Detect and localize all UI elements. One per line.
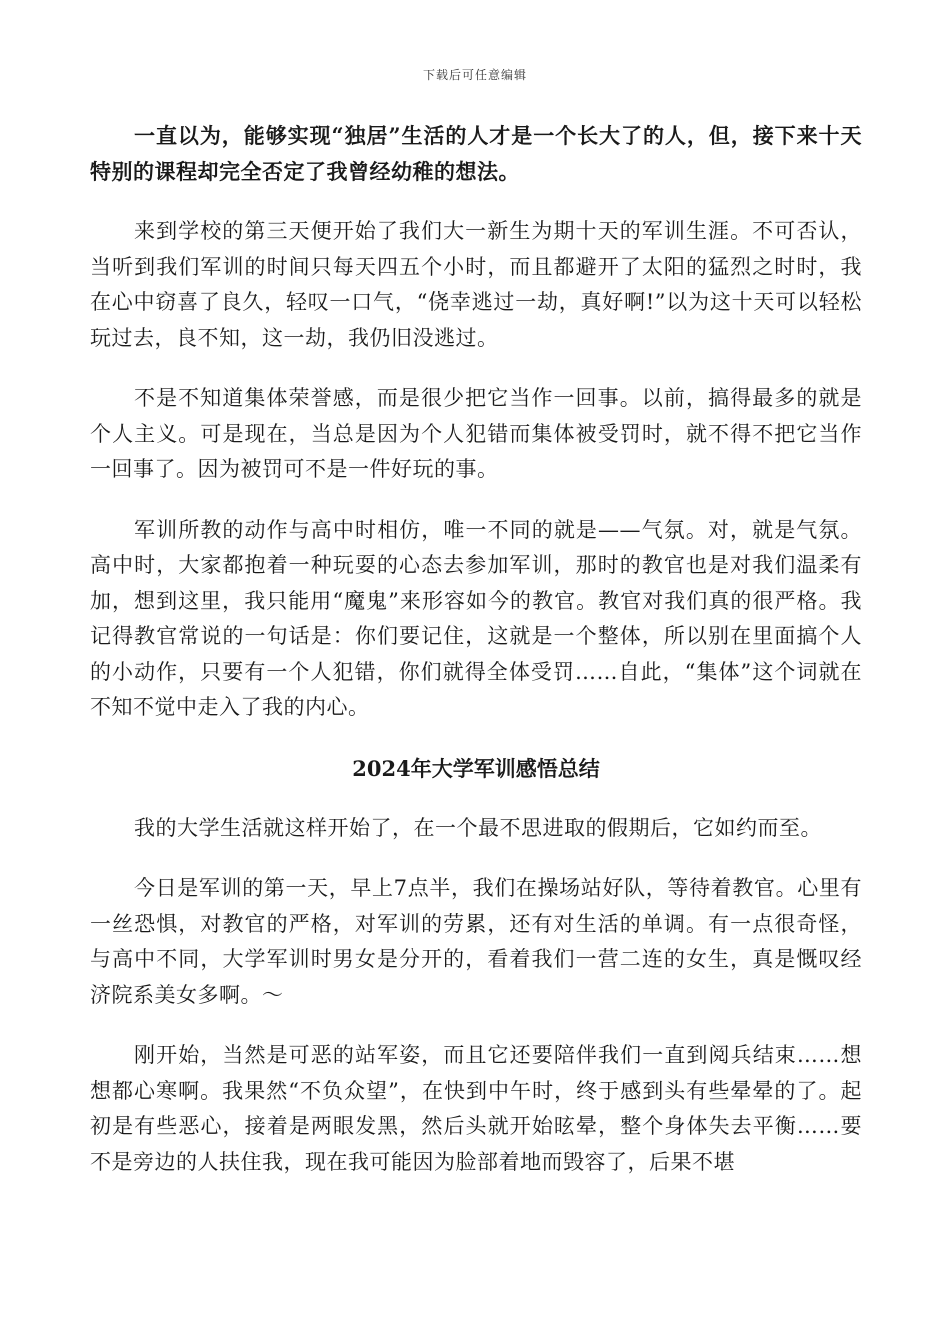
- document-body: [90, 118, 862, 1180]
- header-note: 下载后可任意编辑: [422, 68, 527, 82]
- body-paragraph: 今日是军训的第一天，早上7点半，我们在操场站好队，等待着教官。心里有一丝恐惧，对教官的严格，对军训的劳累，还有对生活的单调。有一点很奇怪，与高中不同，大学军训时男女是分开的，看着我们一营二连的女生，真是慨叹经济院系美女多啊。～: [90, 876, 862, 1007]
- body-paragraph: 来到学校的第三天便开始了我们大一新生为期十天的军训生涯。不可否认，当听到我们军训的时间只每天四五个小时，而且都避开了太阳的猛烈之时时，我在心中窃喜了良久，轻叹一口气，“侥幸逃过一劫，真好啊!”以为这十天可以轻松玩过去，良不知，这一劫，我仍旧没逃过。: [90, 219, 862, 350]
- body-paragraph: 不是不知道集体荣誉感，而是很少把它当作一回事。以前，搞得最多的就是个人主义。可是现在，当总是因为个人犯错而集体被受罚时，就不得不把它当作一回事了。因为被罚可不是一件好玩的事。: [90, 386, 862, 481]
- paragraph-gap: [90, 786, 862, 811]
- paragraph-gap: [90, 726, 862, 751]
- paragraph-gap: [90, 356, 862, 381]
- intro-paragraph: 一直以为，能够实现“独居”生活的人才是一个长大了的人，但，接下来十天特别的课程却完全否定了我曾经幼稚的想法。: [90, 123, 862, 184]
- body-paragraph: 刚开始，当然是可恶的站军姿，而且它还要陪伴我们一直到阅兵结束……想想都心寒啊。我果然“不负众望”，在快到中午时，终于感到头有些晕晕的了。起初是有些恶心，接着是两眼发黑，然后头就开始昡晕，整个身体失去平衡……要不是旁边的人扶住我，现在我可能因为脸部着地而毁容了，后果不堪: [90, 1043, 862, 1174]
- body-paragraph: 军训所教的动作与高中时相仿，唯一不同的就是——气氛。对，就是气氛。高中时，大家都抱着一种玩耍的心态去参加军训，那时的教官也是对我们温柔有加，想到这里，我只能用“魔鬼”来形容如今的教官。教官对我们真的很严格。我记得教官常说的一句话是：你们要记住，这就是一个整体，所以别在里面搞个人的小动作，只要有一个人犯错，你们就得全体受罚……自此，“集体”这个词就在不知不觉中走入了我的内心。: [90, 517, 862, 719]
- body-paragraph: 我的大学生活就这样开始了，在一个最不思进取的假期后，它如约而至。: [134, 815, 822, 840]
- paragraph-gap: [90, 1013, 862, 1038]
- paragraph-gap: [90, 488, 862, 513]
- section-title: 2024年大学军训感悟总结: [352, 755, 600, 781]
- paragraph-gap: [90, 846, 862, 871]
- paragraph-gap: [90, 189, 862, 214]
